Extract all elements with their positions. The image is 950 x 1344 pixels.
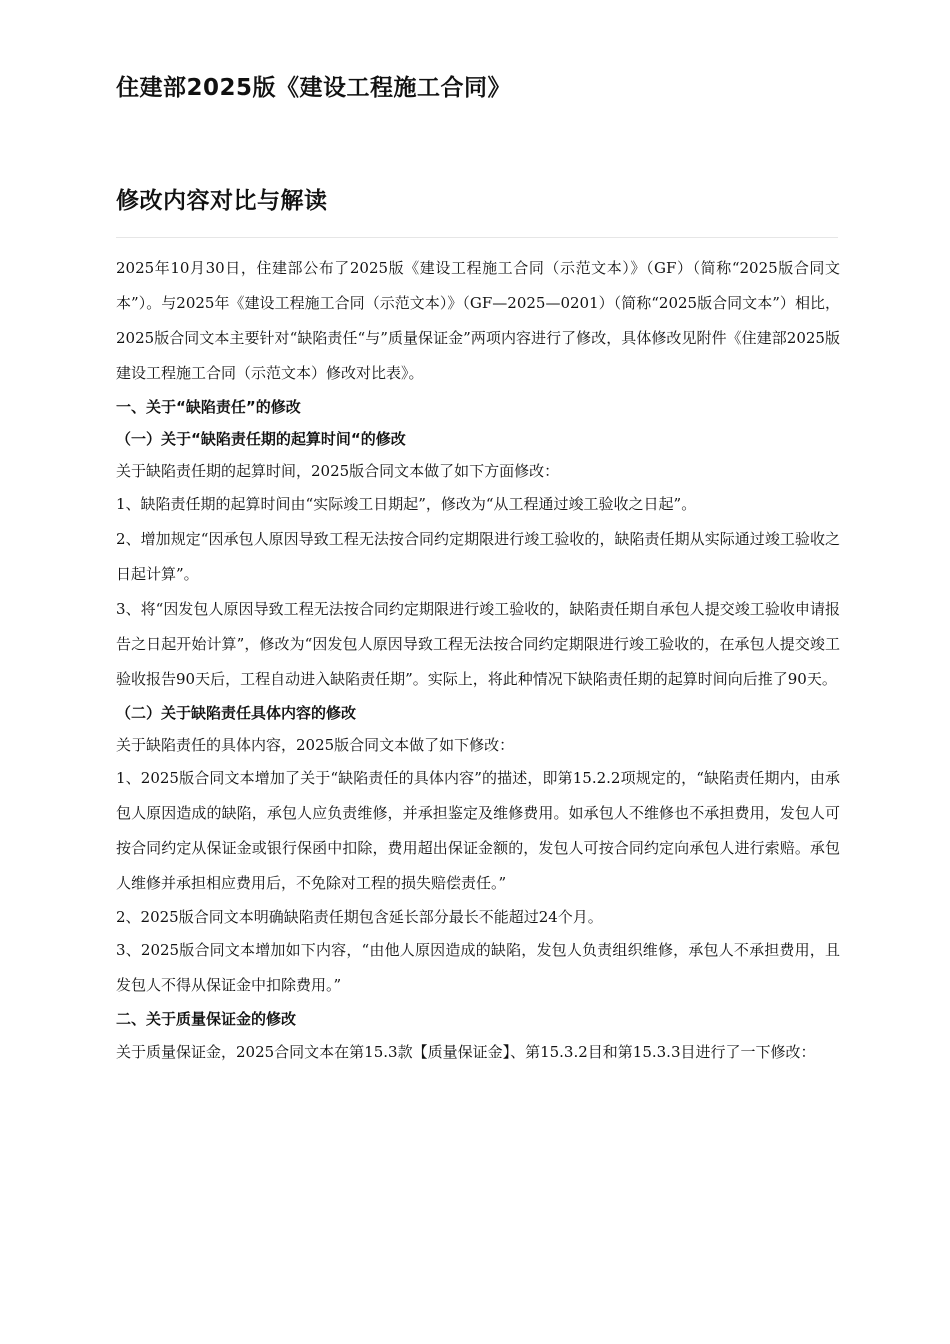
document-subtitle: 修改内容对比与解读 (116, 188, 328, 214)
document-title: 住建部2025版《建设工程施工合同》 (116, 75, 512, 101)
subsection-heading-specific-content: （二）关于缺陷责任具体内容的修改 (116, 704, 357, 722)
section-heading-quality-deposit: 二、关于质量保证金的修改 (116, 1010, 297, 1028)
section-heading-defect-liability: 一、关于“缺陷责任”的修改 (116, 398, 301, 416)
body-paragraph: 关于缺陷责任期的起算时间，2025版合同文本做了如下方面修改： (116, 462, 560, 480)
list-item: 2、2025版合同文本明确缺陷责任期包含延长部分最长不能超过24个月。 (116, 908, 603, 926)
subsection-heading-start-time: （一）关于“缺陷责任期的起算时间“的修改 (116, 430, 406, 448)
list-item: 3、2025版合同文本增加如下内容，“由他人原因造成的缺陷，发包人负责组织维修，承包人不承担费用，且发包人不得从保证金中扣除费用。” (116, 941, 840, 994)
list-item: 1、缺陷责任期的起算时间由“实际竣工日期起”，修改为“从工程通过竣工验收之日起”。 (116, 495, 697, 513)
title-divider (116, 237, 838, 238)
list-item: 3、将“因发包人原因导致工程无法按合同约定期限进行竣工验收的，缺陷责任期自承包人提交竣工验收申请报告之日起开始计算”，修改为“因发包人原因导致工程无法按合同约定期限进行竣工验收的，在承包人提交竣工验收报告90天后，工程自动进入缺陷责任期”。实际上，将此种情况下缺陷责任期的起算时间向后推了90天。 (116, 600, 840, 688)
document-body (116, 251, 840, 1070)
list-item: 2、增加规定“因承包人原因导致工程无法按合同约定期限进行竣工验收的，缺陷责任期从实际通过竣工验收之日起计算”。 (116, 530, 840, 583)
body-paragraph: 关于缺陷责任的具体内容，2025版合同文本做了如下修改： (116, 736, 515, 754)
intro-paragraph: 2025年10月30日，住建部公布了2025版《建设工程施工合同（示范文本）》（GF）（简称“2025版合同文本”）。与2025年《建设工程施工合同（示范文本）》（GF—2025—0201）（简称“2025版合同文本”）相比，2025版合同文本主要针对“缺陷责任“与”质量保证金”两项内容进行了修改，具体修改见附件《住建部2025版建设工程施工合同（示范文本）修改对比表》。 (116, 259, 840, 382)
list-item: 1、2025版合同文本增加了关于“缺陷责任的具体内容”的描述，即第15.2.2项规定的，“缺陷责任期内，由承包人原因造成的缺陷，承包人应负责维修，并承担鉴定及维修费用。如承包人不维修也不承担费用，发包人可按合同约定从保证金或银行保函中扣除，费用超出保证金额的，发包人可按合同约定向承包人进行索赔。承包人维修并承担相应费用后，不免除对工程的损失赔偿责任。” (116, 769, 840, 892)
body-paragraph: 关于质量保证金，2025合同文本在第15.3款【质量保证金】、第15.3.2目和第15.3.3目进行了一下修改： (116, 1043, 816, 1061)
